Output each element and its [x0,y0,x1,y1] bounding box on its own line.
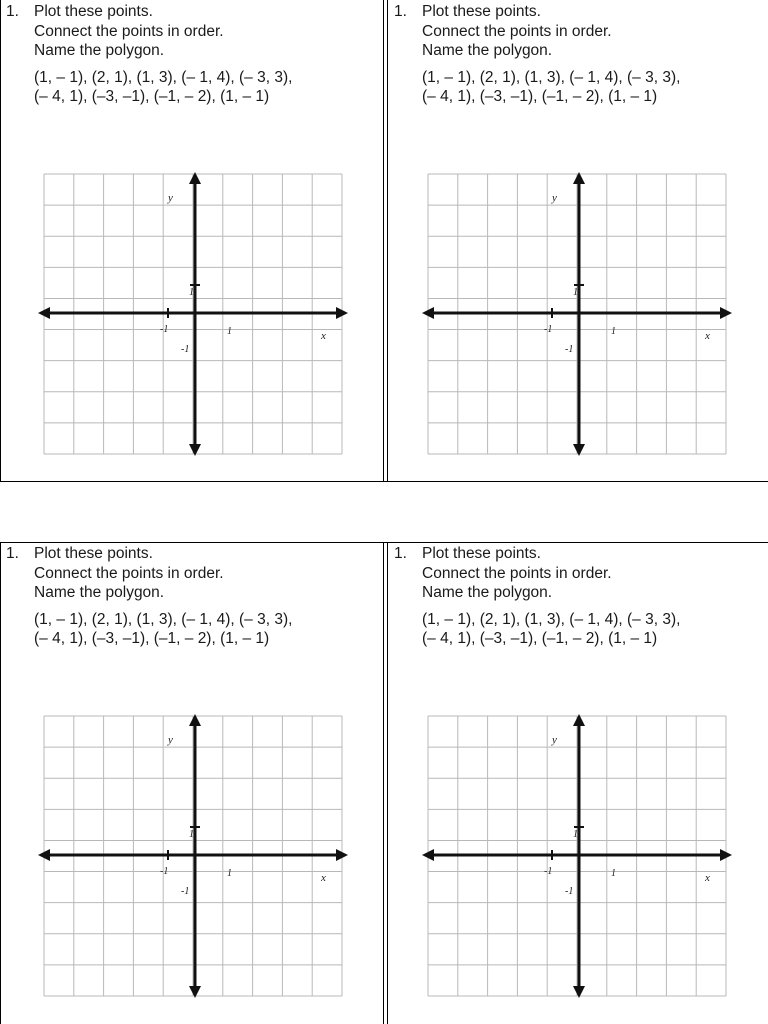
coordinate-grid [38,714,348,998]
tick-label-neg-x: -1 [160,866,169,877]
coordinate-list-line-1: (1, – 1), (2, 1), (1, 3), (– 1, 4), (– 3, 3), [422,610,681,628]
grid-container [38,714,348,1003]
coordinate-list-line-2: (– 4, 1), (–3, –1), (–1, – 2), (1, – 1) [34,88,270,105]
problem-number: 1. [6,3,19,20]
x-axis-label: x [321,330,326,342]
grid-container [38,172,348,461]
coordinate-list-line-2: (– 4, 1), (–3, –1), (–1, – 2), (1, – 1) [422,88,658,105]
coordinate-grid [422,714,732,998]
tick-label-neg-x: -1 [160,324,169,335]
y-axis-label: y [552,734,557,746]
tick-label-pos-y: 1 [573,287,578,298]
instruction-connect: Connect the points in order. [34,22,224,40]
instruction-connect: Connect the points in order. [422,564,612,582]
worksheet-bottom-row [0,542,768,1024]
tick-label-neg-x: -1 [544,324,553,335]
worksheet-panel [388,0,768,482]
instruction-plot: Plot these points. [422,3,541,20]
tick-label-pos-x: 1 [227,326,232,337]
instruction-name: Name the polygon. [34,42,165,59]
tick-label-pos-x: 1 [227,868,232,879]
tick-label-pos-x: 1 [611,868,616,879]
worksheet-panel [388,542,768,1024]
instruction-name: Name the polygon. [34,584,165,601]
instruction-connect: Connect the points in order. [422,22,612,40]
tick-label-pos-y: 1 [189,829,194,840]
tick-label-neg-x: -1 [544,866,553,877]
x-axis-label: x [705,872,710,884]
instruction-plot: Plot these points. [34,3,153,20]
coordinate-list [34,610,292,649]
y-axis-label: y [168,734,173,746]
y-axis-label: y [168,192,173,204]
instruction-name: Name the polygon. [422,42,553,59]
tick-label-pos-y: 1 [189,287,194,298]
problem-text [34,2,292,107]
problem-text [422,544,680,649]
x-axis-label: x [705,330,710,342]
tick-label-pos-x: 1 [611,326,616,337]
tick-label-pos-y: 1 [573,829,578,840]
coordinate-grid [422,172,732,456]
x-axis-label: x [321,872,326,884]
instruction-connect: Connect the points in order. [34,564,224,582]
problem-number: 1. [6,545,19,562]
tick-label-neg-y: -1 [181,344,190,355]
instruction-name: Name the polygon. [422,584,553,601]
coordinate-list [34,68,292,107]
tick-label-neg-y: -1 [181,886,190,897]
tick-label-neg-y: -1 [565,344,574,355]
worksheet-top-row [0,0,768,482]
coordinate-list-line-2: (– 4, 1), (–3, –1), (–1, – 2), (1, – 1) [422,630,658,647]
grid-container [422,172,732,461]
worksheet-panel [0,542,384,1024]
instruction-plot: Plot these points. [34,545,153,562]
problem-text [34,544,292,649]
coordinate-list-line-2: (– 4, 1), (–3, –1), (–1, – 2), (1, – 1) [34,630,270,647]
tick-label-neg-y: -1 [565,886,574,897]
coordinate-list [422,610,680,649]
coordinate-list-line-1: (1, – 1), (2, 1), (1, 3), (– 1, 4), (– 3, 3), [34,68,293,86]
problem-text [422,2,680,107]
y-axis-label: y [552,192,557,204]
instruction-plot: Plot these points. [422,545,541,562]
problem-number: 1. [394,545,407,562]
coordinate-grid [38,172,348,456]
grid-container [422,714,732,1003]
coordinate-list-line-1: (1, – 1), (2, 1), (1, 3), (– 1, 4), (– 3, 3), [422,68,681,86]
problem-number: 1. [394,3,407,20]
coordinate-list [422,68,680,107]
worksheet-panel [0,0,384,482]
coordinate-list-line-1: (1, – 1), (2, 1), (1, 3), (– 1, 4), (– 3, 3), [34,610,293,628]
